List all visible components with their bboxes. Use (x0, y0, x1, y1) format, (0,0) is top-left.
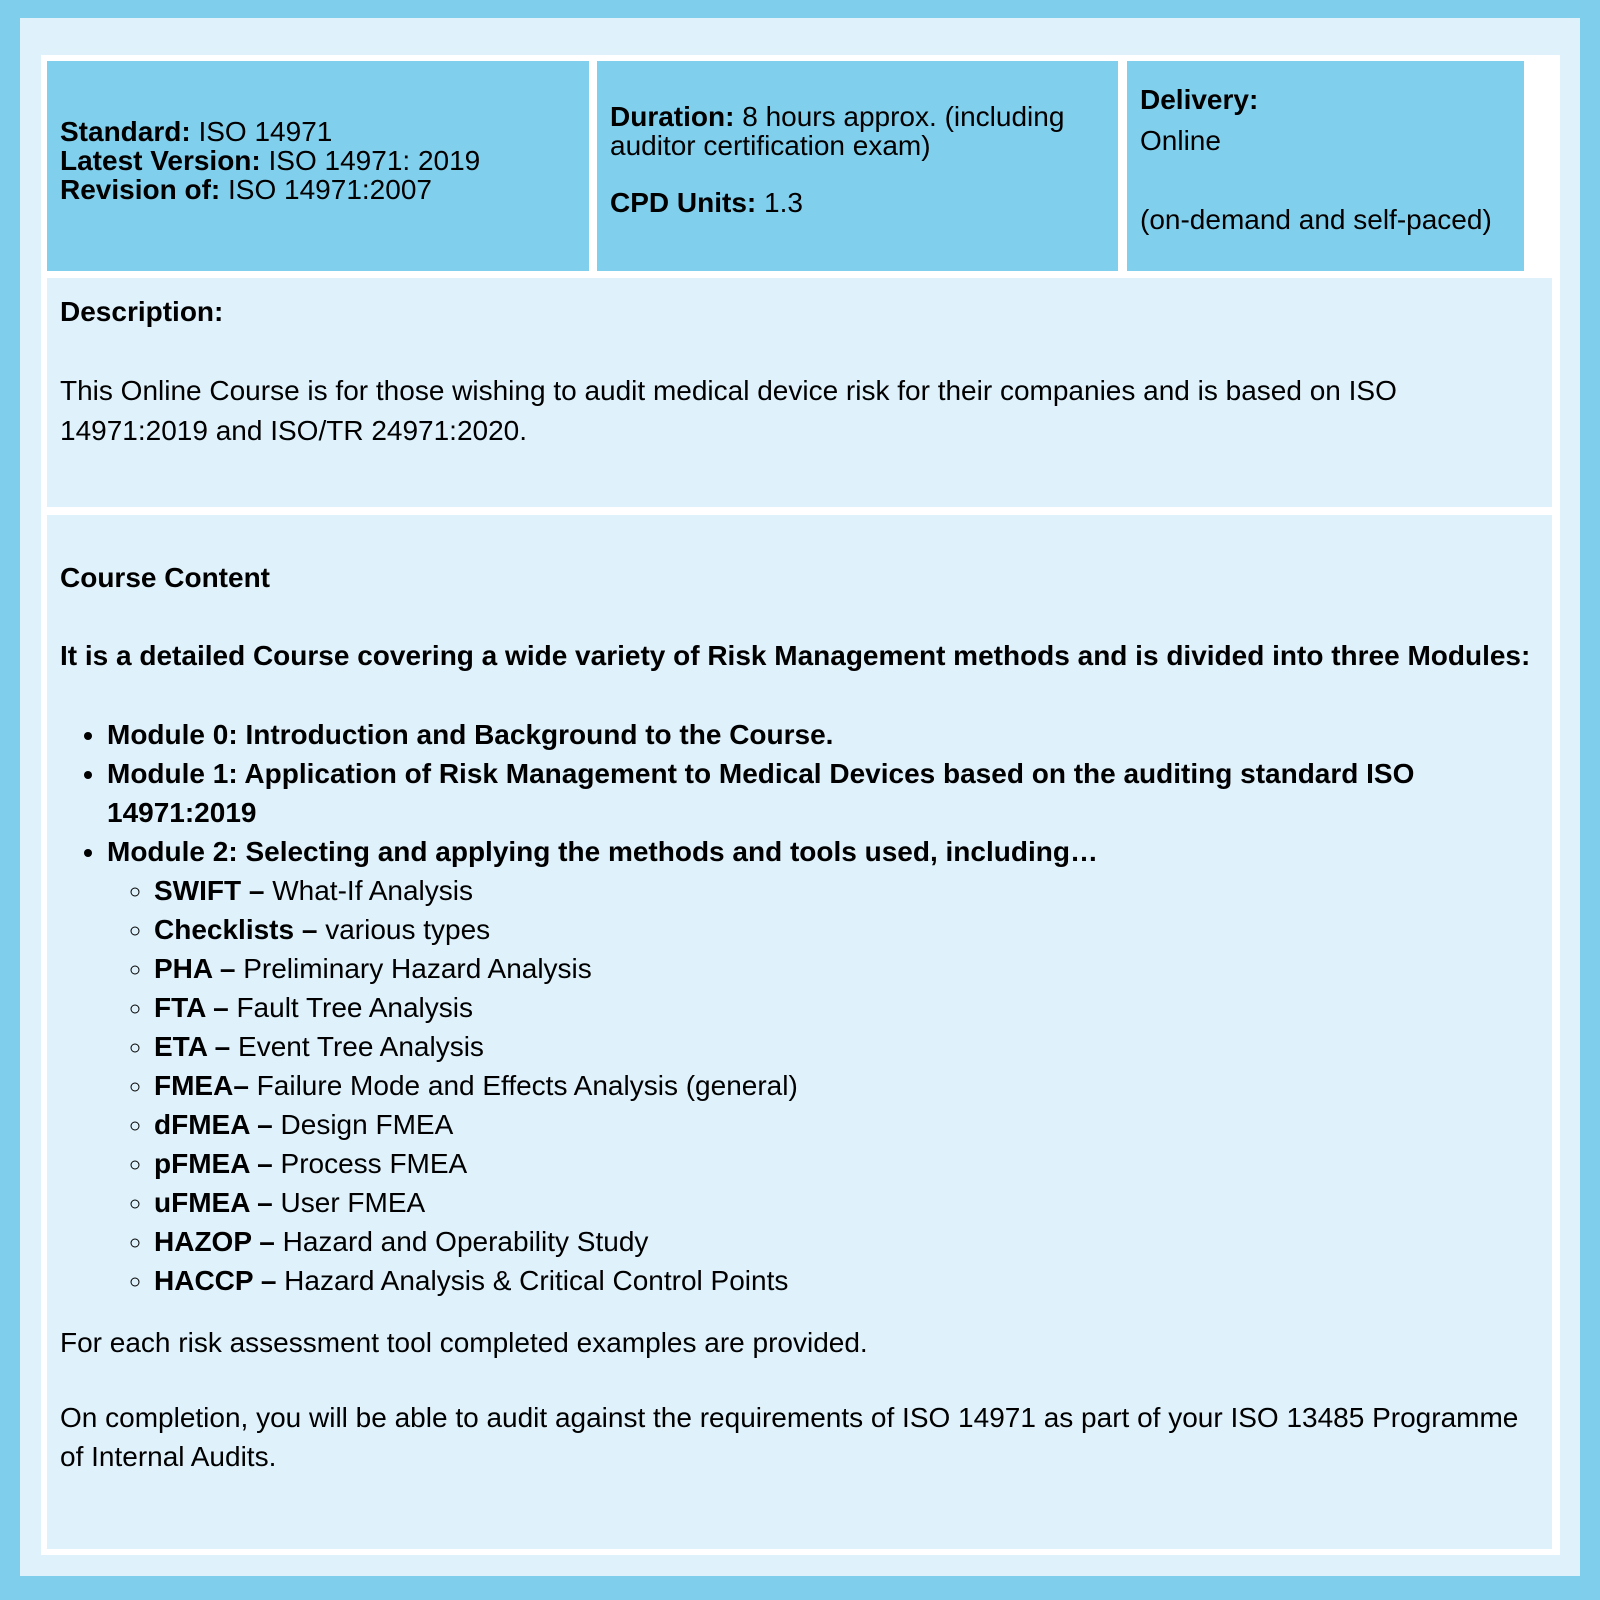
tool-item (154, 1261, 1547, 1300)
tool-abbr: Checklists – (154, 914, 318, 945)
page-frame (20, 18, 1580, 1576)
tool-abbr: dFMEA – (154, 1109, 273, 1140)
tool-desc: Preliminary Hazard Analysis (235, 953, 592, 984)
tool-desc: User FMEA (272, 1187, 426, 1218)
course-content-cell (47, 515, 1552, 1549)
course-info-table (41, 55, 1560, 1555)
tool-list (107, 871, 1547, 1300)
duration-label: Duration: (610, 101, 735, 132)
duration-cell (597, 61, 1118, 271)
tool-item (154, 949, 1547, 988)
standard-value: ISO 14971 (198, 116, 333, 147)
completion-note: On completion, you will be able to audit against the requirements of ISO 14971 as part of your ISO 13485 Programme of Internal Audits. (60, 1402, 1519, 1472)
tool-item (154, 871, 1547, 910)
tool-desc: Process FMEA (272, 1148, 468, 1179)
standard-row (60, 117, 480, 146)
delivery-label: Delivery: (1140, 84, 1259, 115)
cpd-row (610, 188, 803, 217)
standard-cell (47, 61, 589, 271)
revision-row (60, 175, 480, 204)
tool-abbr: PHA – (154, 953, 236, 984)
latest-version-row (60, 146, 480, 175)
examples-note: For each risk assessment tool completed examples are provided. (60, 1327, 868, 1358)
duration-row (610, 102, 1105, 160)
tool-desc: What-If Analysis (264, 875, 473, 906)
description-cell (47, 278, 1552, 507)
tool-abbr: ETA – (154, 1031, 231, 1062)
tool-abbr: uFMEA – (154, 1187, 273, 1218)
cpd-value: 1.3 (764, 187, 803, 218)
tool-desc: Fault Tree Analysis (228, 992, 474, 1023)
standard-label: Standard: (60, 116, 191, 147)
tool-item (154, 1144, 1547, 1183)
delivery-value: Online (1140, 125, 1221, 156)
description-text: This Online Course is for those wishing to audit medical device risk for their companies and is based on ISO 14971:2019 and ISO/TR 24971:2020. (60, 375, 1397, 446)
tool-item (154, 1027, 1547, 1066)
standard-info (60, 117, 480, 204)
tool-desc: various types (317, 914, 491, 945)
tool-abbr: pFMEA – (154, 1148, 273, 1179)
delivery-note: (on-demand and self-paced) (1140, 204, 1492, 235)
duration-value: 8 hours approx. (including auditor certification exam) (610, 101, 1065, 161)
course-content-title: Course Content (60, 562, 270, 593)
delivery-block (1140, 85, 1258, 155)
latest-version-label: Latest Version: (60, 145, 261, 176)
tool-item (154, 1066, 1547, 1105)
tool-abbr: FTA – (154, 992, 229, 1023)
tool-item (154, 910, 1547, 949)
latest-version-value: ISO 14971: 2019 (268, 145, 481, 176)
tool-abbr: HAZOP – (154, 1226, 275, 1257)
module-label: Module 2: Selecting and applying the methods and tools used, including… (107, 836, 1098, 867)
tool-desc: Hazard and Operability Study (274, 1226, 649, 1257)
tool-desc: Hazard Analysis & Critical Control Points (276, 1265, 789, 1296)
course-content-intro: It is a detailed Course covering a wide variety of Risk Management methods and is divided into three Modules: (60, 640, 1531, 671)
tool-abbr: HACCP – (154, 1265, 277, 1296)
module-item: • Module 0: Introduction and Background to the Course. (107, 715, 1547, 754)
tool-item (154, 1105, 1547, 1144)
tool-item (154, 1183, 1547, 1222)
tool-abbr: SWIFT – (154, 875, 265, 906)
description-title: Description: (60, 296, 224, 327)
module-item (107, 832, 1547, 1300)
revision-value: ISO 14971:2007 (228, 174, 432, 205)
tool-desc: Design FMEA (272, 1109, 454, 1140)
tool-desc: Event Tree Analysis (230, 1031, 484, 1062)
revision-label: Revision of: (60, 174, 221, 205)
tool-abbr: FMEA– (154, 1070, 249, 1101)
tool-desc: Failure Mode and Effects Analysis (general) (248, 1070, 798, 1101)
module-item: • Module 1: Application of Risk Management to Medical Devices based on the auditing standard ISO 14971:2019 (107, 754, 1547, 832)
tool-item (154, 1222, 1547, 1261)
delivery-cell (1127, 61, 1524, 271)
tool-item (154, 988, 1547, 1027)
cpd-label: CPD Units: (610, 187, 757, 218)
module-list (60, 715, 1547, 1300)
